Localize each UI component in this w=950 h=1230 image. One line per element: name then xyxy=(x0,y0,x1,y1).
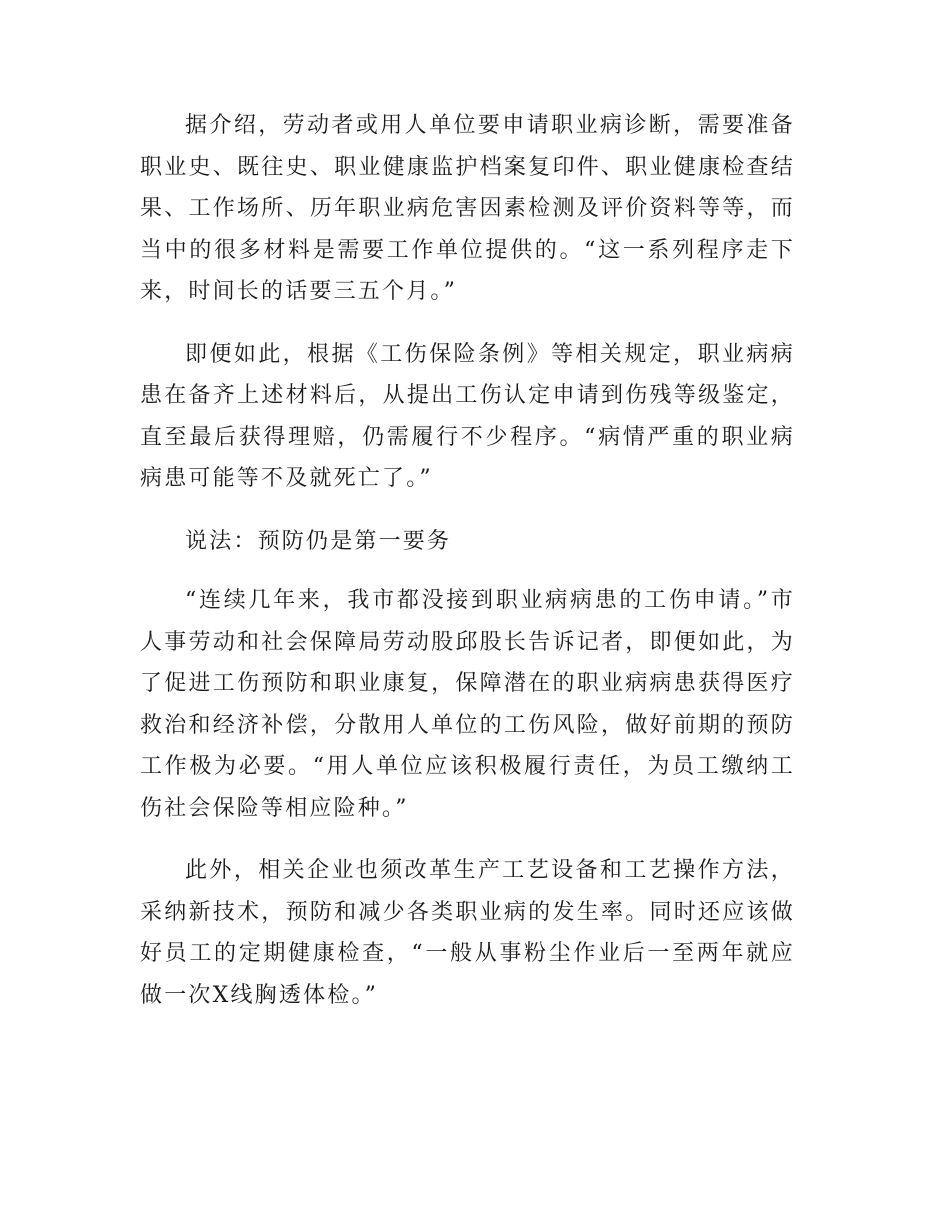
document-page xyxy=(140,105,795,1037)
paragraph-official-statement: “连续几年来，我市都没接到职业病病患的工伤申请。”市人事劳动和社会保障局劳动股邱股长告诉记者，即便如此，为了促进工伤预防和职业康复，保障潜在的职业病病患获得医疗救治和经济补偿，分散用人单位的工伤风险，做好前期的预防工作极为必要。“用人单位应该积极履行责任，为员工缴纳工伤社会保险等相应险种。” xyxy=(140,588,795,821)
paragraph-diagnosis-requirements: 据介绍，劳动者或用人单位要申请职业病诊断，需要准备职业史、既往史、职业健康监护档案复印件、职业健康检查结果、工作场所、历年职业病危害因素检测及评价资料等等，而当中的很多材料是需要工作单位提供的。“这一系列程序走下来，时间长的话要三五个月。” xyxy=(140,113,795,304)
section-heading-prevention: 说法：预防仍是第一要务 xyxy=(185,528,452,554)
paragraph-compensation-procedure: 即便如此，根据《工伤保险条例》等相关规定，职业病病患在备齐上述材料后，从提出工伤认定申请到伤残等级鉴定，直至最后获得理赔，仍需履行不少程序。“病情严重的职业病病患可能等不及就死亡了。” xyxy=(140,341,795,491)
paragraph-enterprise-measures: 此外，相关企业也须改革生产工艺设备和工艺操作方法，采纳新技术，预防和减少各类职业病的发生率。同时还应该做好员工的定期健康检查，“一般从事粉尘作业后一至两年就应做一次X线胸透体检。” xyxy=(140,858,795,1008)
